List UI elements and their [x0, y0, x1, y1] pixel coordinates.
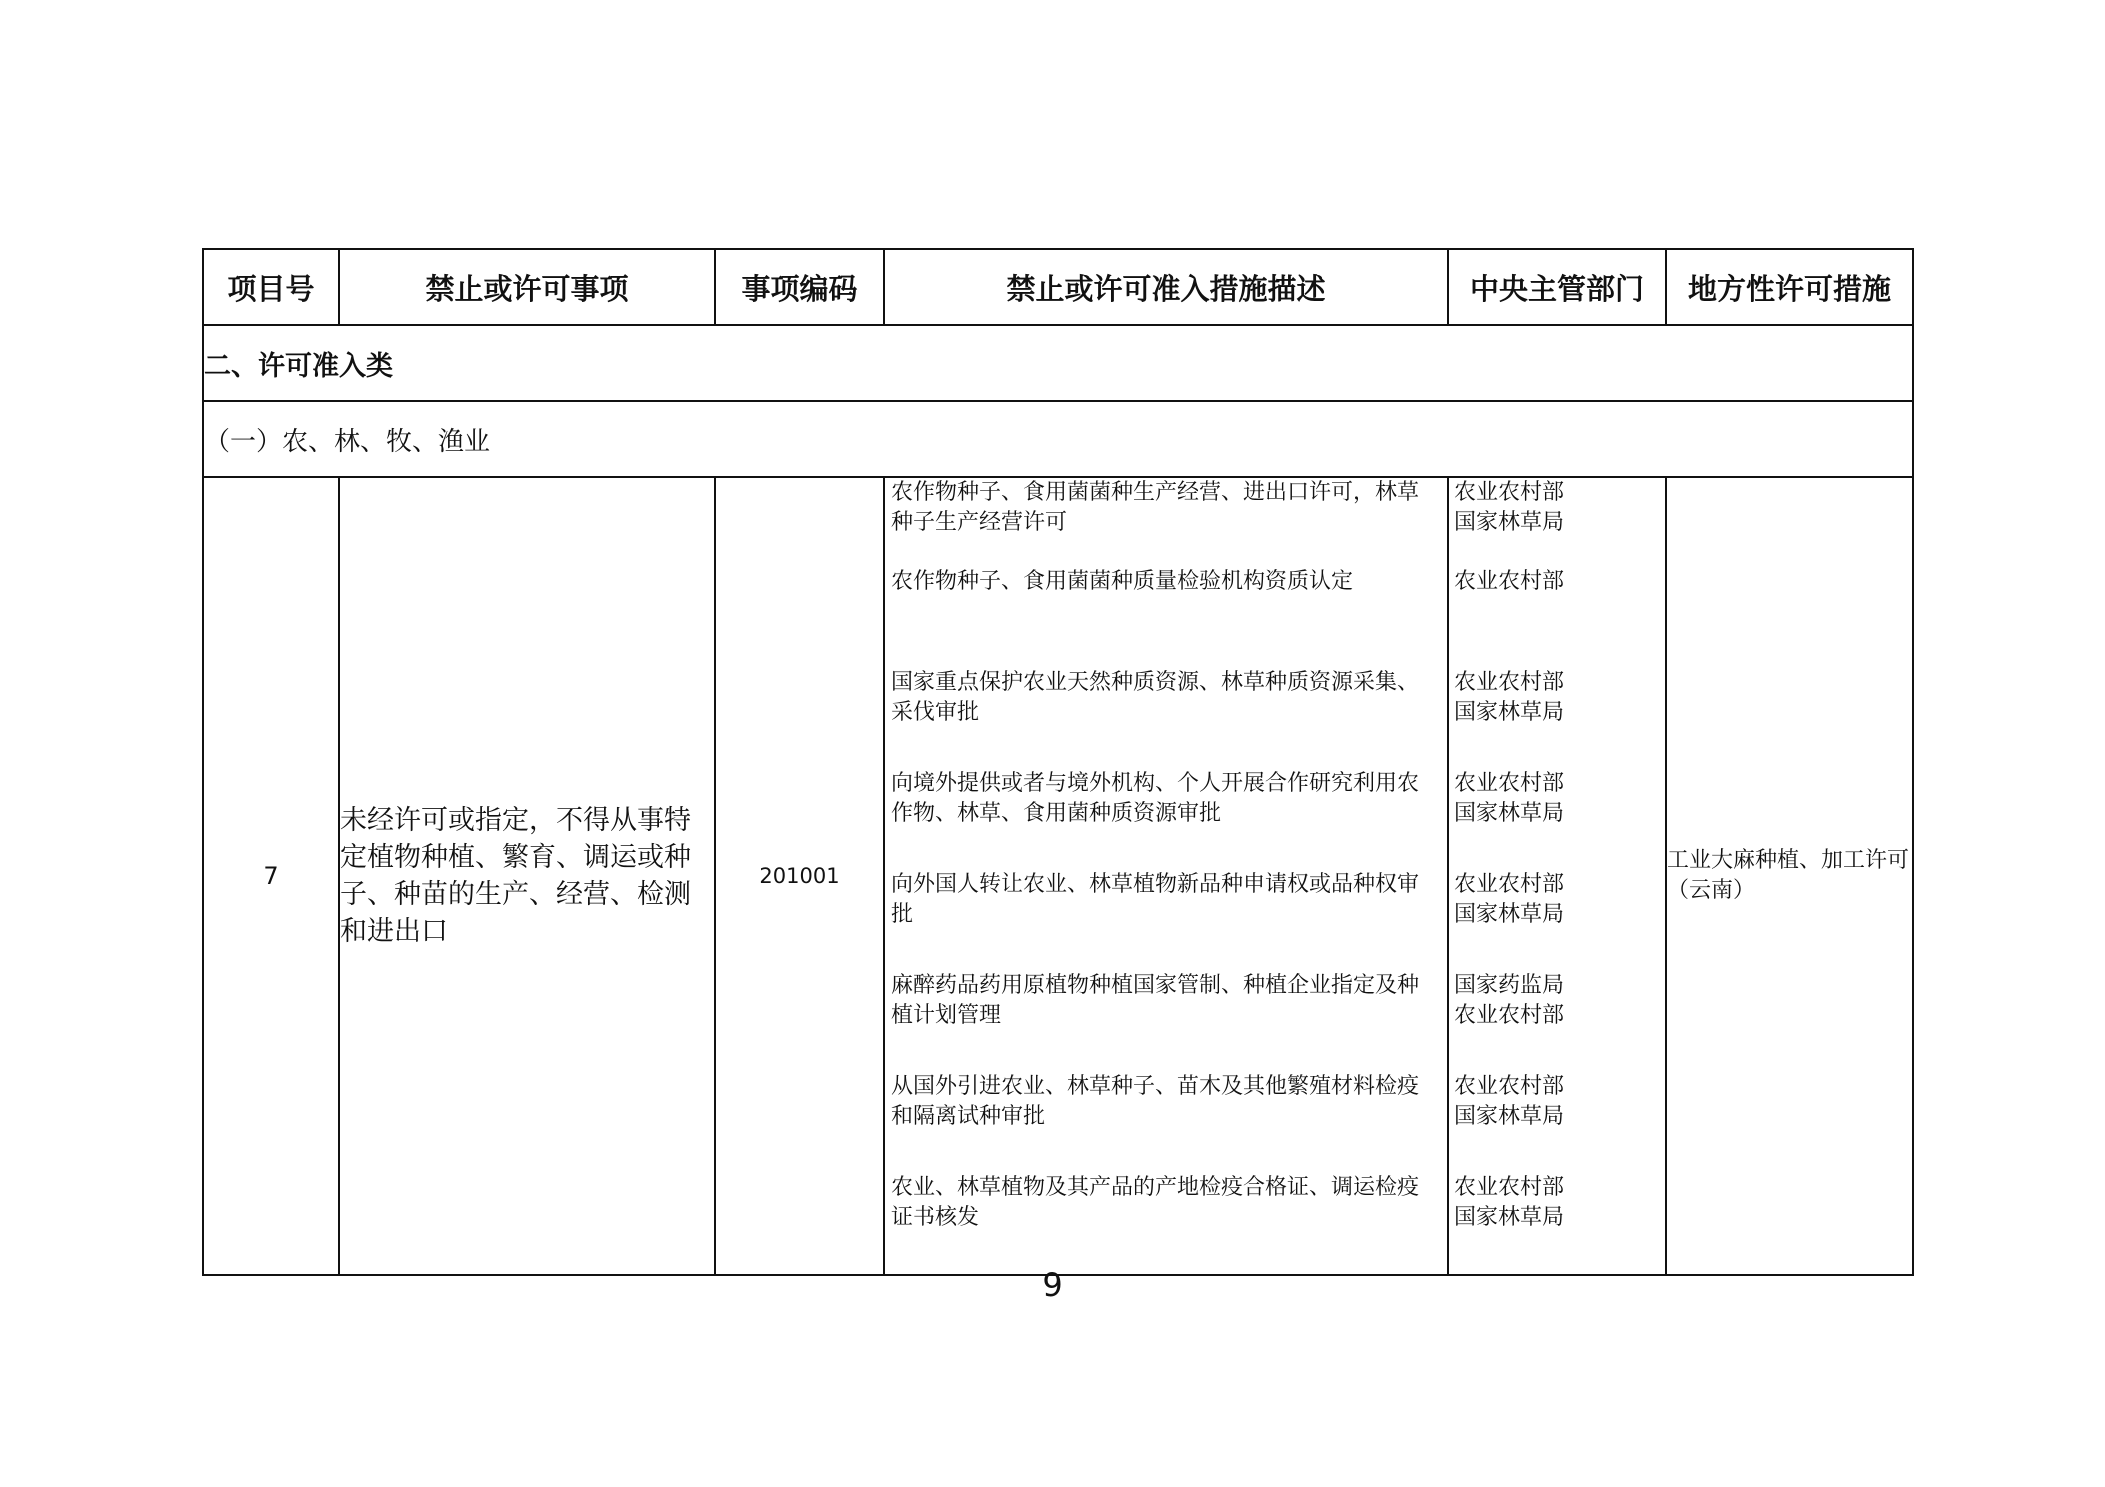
table-header-row: [203, 249, 1913, 325]
department-name: 国家林草局: [1454, 902, 1565, 927]
measure-description: 国家重点保护农业天然种质资源、林草种质资源采集、采伐审批: [891, 670, 1420, 725]
measure-description: 农作物种子、食用菌菌种质量检验机构资质认定: [891, 569, 1354, 594]
measure-description: 麻醉药品药用原植物种植国家管制、种植企业指定及种植计划管理: [891, 973, 1420, 1028]
section-title: 二、许可准入类: [203, 325, 1913, 401]
header-code: 事项编码: [715, 249, 884, 325]
department-name: 农业农村部: [1454, 1003, 1565, 1028]
department-name: 农业农村部: [1454, 670, 1565, 695]
item-number: 7: [203, 477, 339, 1275]
department-name: 农业农村部: [1454, 1175, 1565, 1200]
department-name: 国家林草局: [1454, 1104, 1565, 1129]
department-group: [1449, 971, 1665, 1072]
measure-description: 从国外引进农业、林草种子、苗木及其他繁殖材料检疫和隔离试种审批: [891, 1074, 1420, 1129]
header-item-number: 项目号: [203, 249, 339, 325]
local-measure: 工业大麻种植、加工许可（云南）: [1666, 477, 1913, 1275]
department-group: [1449, 870, 1665, 971]
header-measure-description: 禁止或许可准入措施描述: [884, 249, 1448, 325]
department-name: 农业农村部: [1454, 569, 1565, 594]
matter-text: 未经许可或指定，不得从事特定植物种植、繁育、调运或种子、种苗的生产、经营、检测和进出口: [339, 477, 715, 1275]
header-local-measure: 地方性许可措施: [1666, 249, 1913, 325]
page-number: 9: [1042, 1266, 1063, 1304]
table-row: [203, 477, 1913, 1275]
department-group: [1449, 769, 1665, 870]
subsection-row: [203, 401, 1913, 477]
department-cell: [1448, 477, 1666, 1275]
department-group: [1449, 668, 1665, 769]
department-name: 国家林草局: [1454, 801, 1565, 826]
measure-description: 农业、林草植物及其产品的产地检疫合格证、调运检疫证书核发: [891, 1175, 1420, 1230]
department-name: 农业农村部: [1454, 1074, 1565, 1099]
department-name: 农业农村部: [1454, 872, 1565, 897]
department-name: 国家林草局: [1454, 1205, 1565, 1230]
measure-description: 农作物种子、食用菌菌种生产经营、进出口许可，林草种子生产经营许可: [891, 480, 1420, 535]
department-name: 国家药监局: [1454, 973, 1565, 998]
department-name: 农业农村部: [1454, 480, 1565, 505]
department-group: [1449, 567, 1665, 668]
measure-description: 向外国人转让农业、林草植物新品种申请权或品种权审批: [891, 872, 1420, 927]
department-name: 国家林草局: [1454, 700, 1565, 725]
department-group: [1449, 1173, 1665, 1274]
header-central-department: 中央主管部门: [1448, 249, 1666, 325]
permission-table: [202, 248, 1914, 1276]
department-name: 国家林草局: [1454, 510, 1565, 535]
measure-description: 向境外提供或者与境外机构、个人开展合作研究利用农作物、林草、食用菌种质资源审批: [891, 771, 1420, 826]
measure-description-cell: [884, 477, 1448, 1275]
department-group: [1449, 478, 1665, 567]
department-name: 农业农村部: [1454, 771, 1565, 796]
section-row: [203, 325, 1913, 401]
subsection-title: （一）农、林、牧、渔业: [203, 401, 1913, 477]
department-group: [1449, 1072, 1665, 1173]
header-matter: 禁止或许可事项: [339, 249, 715, 325]
item-code: 201001: [715, 477, 884, 1275]
